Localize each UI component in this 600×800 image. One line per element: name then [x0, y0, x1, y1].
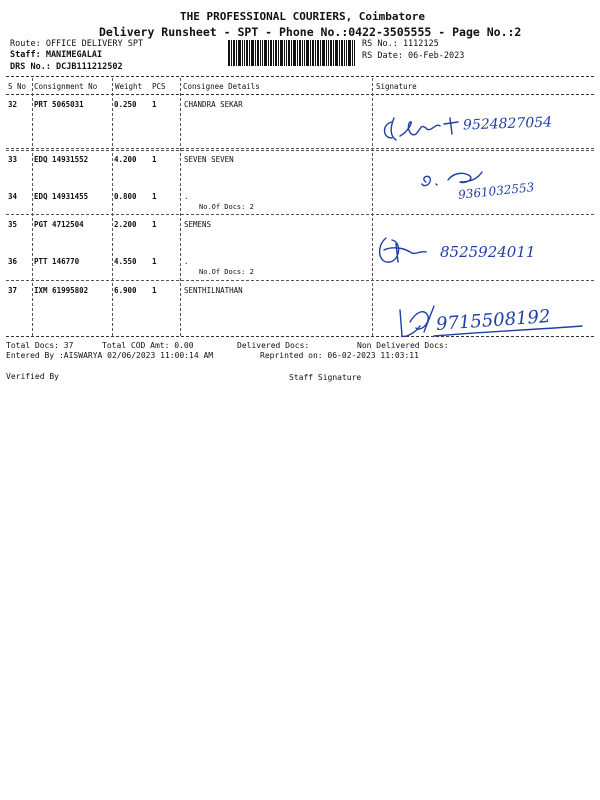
row-consignment: PTT 146770 — [34, 257, 80, 266]
row-consignment: IXM 61995802 — [34, 286, 89, 295]
total-docs: Total Docs: 37 — [6, 341, 74, 350]
col-header-pcs: PCS — [152, 82, 166, 91]
barcode-image — [228, 40, 355, 66]
divider-line — [6, 94, 594, 95]
col-header-consignee: Consignee Details — [183, 82, 260, 91]
signature-phone: 9715508192 — [435, 306, 552, 335]
row-consignee: . — [184, 192, 189, 201]
column-separator — [112, 78, 113, 336]
signature-phone: 9361032553 — [457, 180, 535, 202]
row-sno: 35 — [8, 220, 18, 229]
row-pcs: 1 — [152, 220, 157, 229]
row-weight: 4.200 — [114, 155, 137, 164]
route-label: Route: OFFICE DELIVERY SPT — [10, 39, 144, 49]
row-consignee: SENTHILNATHAN — [184, 286, 243, 295]
column-separator — [372, 78, 373, 336]
row-pcs: 1 — [152, 257, 157, 266]
row-consignment: PRT 5065031 — [34, 100, 84, 109]
row-docs-note: No.Of Docs: 2 — [199, 268, 254, 276]
rs-date: RS Date: 06-Feb-2023 — [362, 51, 465, 61]
col-header-sno: S No — [8, 82, 27, 91]
staff-label: Staff: MANIMEGALAI — [10, 50, 103, 60]
row-pcs: 1 — [152, 286, 157, 295]
drs-number: DRS No.: DCJB111212502 — [10, 62, 123, 72]
row-pcs: 1 — [152, 192, 157, 201]
signature-phone: 9524827054 — [462, 114, 553, 134]
row-consignee: SEMENS — [184, 220, 212, 229]
row-consignment: EDQ 14931455 — [34, 192, 89, 201]
reprinted-on: Reprinted on: 06-02-2023 11:03:11 — [260, 351, 419, 360]
row-sno: 33 — [8, 155, 18, 164]
row-sno: 36 — [8, 257, 18, 266]
row-pcs: 1 — [152, 155, 157, 164]
row-weight: 0.250 — [114, 100, 137, 109]
row-divider — [6, 150, 594, 151]
row-consignee: SEVEN SEVEN — [184, 155, 234, 164]
row-consignee: . — [184, 257, 189, 266]
row-divider — [6, 214, 594, 215]
row-weight: 4.550 — [114, 257, 137, 266]
column-separator — [32, 78, 33, 336]
total-cod-amount: Total COD Amt: 0.00 — [102, 341, 194, 350]
delivered-docs: Delivered Docs: — [237, 341, 310, 350]
column-separator — [180, 78, 181, 336]
company-name: THE PROFESSIONAL COURIERS, Coimbatore — [180, 10, 426, 23]
signature-phone: 8525924011 — [440, 243, 536, 261]
rs-number: RS No.: 1112125 — [362, 39, 439, 49]
col-header-consignment: Consignment No — [34, 82, 98, 91]
col-header-signature: Signature — [376, 82, 417, 91]
staff-signature-label: Staff Signature — [289, 373, 362, 382]
row-docs-note: No.Of Docs: 2 — [199, 203, 254, 211]
row-divider — [6, 280, 594, 281]
signature-scribble — [376, 232, 436, 268]
row-weight: 0.800 — [114, 192, 137, 201]
non-delivered-docs: Non Delivered Docs: — [357, 341, 449, 350]
row-sno: 34 — [8, 192, 18, 201]
row-consignment: PGT 4712504 — [34, 220, 84, 229]
row-sno: 37 — [8, 286, 18, 295]
signature-scribble — [380, 112, 470, 148]
divider-line — [6, 76, 594, 77]
row-pcs: 1 — [152, 100, 157, 109]
row-consignment: EDQ 14931552 — [34, 155, 89, 164]
row-weight: 6.900 — [114, 286, 137, 295]
row-consignee: CHANDRA SEKAR — [184, 100, 243, 109]
runsheet-title: Delivery Runsheet - SPT - Phone No.:0422-3505555 - Page No.:2 — [99, 25, 522, 39]
col-header-weight: Weight — [115, 82, 143, 91]
row-weight: 2.200 — [114, 220, 137, 229]
row-divider — [6, 148, 594, 149]
row-sno: 32 — [8, 100, 18, 109]
signature-underline — [430, 318, 586, 340]
verified-by-label: Verified By — [6, 372, 59, 381]
entered-by: Entered By :AISWARYA 02/06/2023 11:00:14 AM — [6, 351, 214, 360]
